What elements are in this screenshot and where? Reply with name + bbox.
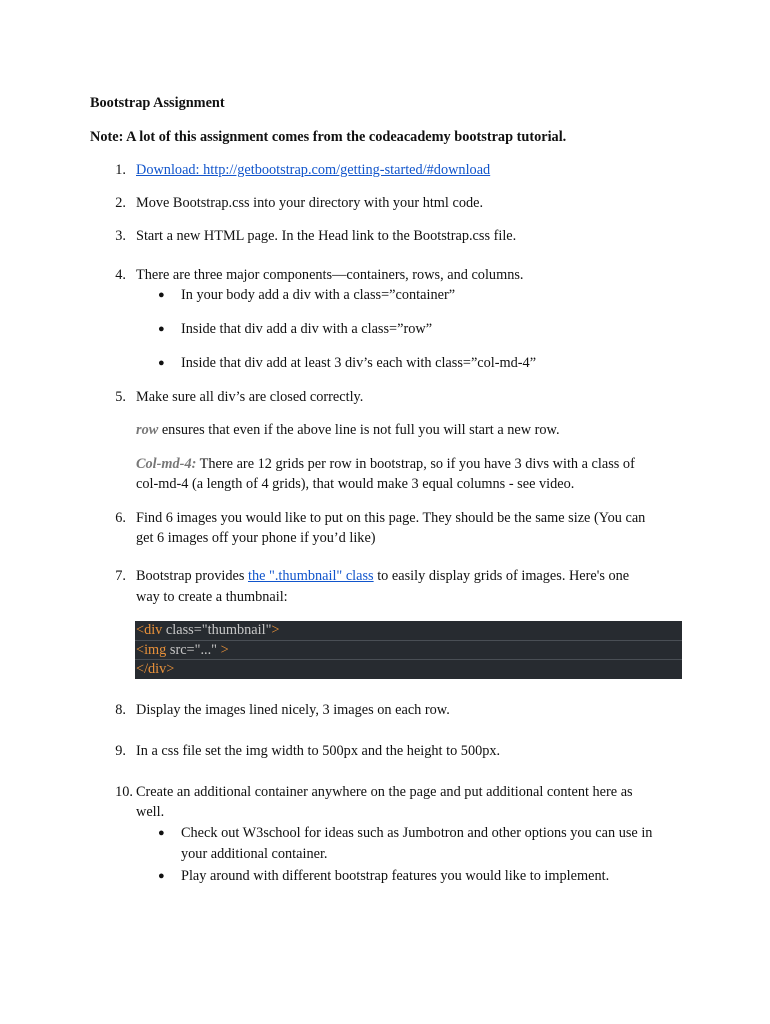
item-text [136,566,629,586]
item-number: 5. [115,389,126,405]
doc-title: Bootstrap Assignment [90,95,225,111]
item-number: 7. [115,568,126,584]
code-tag: <div [136,622,166,638]
code-line-2 [135,641,229,660]
item-text-pre: Bootstrap provides [136,568,248,584]
item-text-line2: way to create a thumbnail: [136,589,288,605]
bullet-icon: ● [158,827,165,839]
col-explanation [136,454,635,474]
col-text: There are 12 grids per row in bootstrap, so if you have 3 divs with a class of [196,456,635,472]
code-tag: > [217,642,229,658]
row-term: row [136,422,159,438]
code-attr: src= [169,642,195,658]
item-text: Move Bootstrap.css into your directory with your html code. [136,195,484,211]
item-number: 3. [115,228,126,244]
code-tag: <img [136,642,170,658]
item-text: Create an additional container anywhere on the page and put additional content here as [136,784,633,800]
bullet-text: Inside that div add a div with a class=”row” [181,321,433,337]
bullet-icon: ● [158,357,165,369]
item-text: Display the images lined nicely, 3 images on each row. [136,702,450,718]
code-string: "thumbnail" [201,622,272,638]
bullet-icon: ● [158,323,165,335]
item-text-line2: get 6 images off your phone if you’d like) [136,530,376,546]
item-number: 4. [115,267,126,283]
bullet-icon: ● [158,870,165,882]
item-number: 8. [115,702,126,718]
doc-note: Note: A lot of this assignment comes from the codeacademy bootstrap tutorial. [90,129,567,145]
code-block [135,621,682,679]
code-line-1 [135,621,280,640]
col-explanation-line2: col-md-4 (a length of 4 grids), that would make 3 equal columns - see video. [136,476,575,492]
code-tag: </div> [136,661,175,677]
item-text: In a css file set the img width to 500px and the height to 500px. [136,743,501,759]
code-attr: class= [165,622,202,638]
row-explanation [136,420,560,440]
item-text: There are three major components—containers, rows, and columns. [136,267,524,283]
bullet-text: In your body add a div with a class=”container” [181,287,456,303]
code-string: "..." [194,642,218,658]
item-number: 10. [115,784,133,800]
code-line-3 [135,660,174,679]
row-text: ensures that even if the above line is not full you will start a new row. [158,422,560,438]
item-number: 2. [115,195,126,211]
code-tag: > [271,622,280,638]
bullet-text: Inside that div add at least 3 div’s each with class=”col-md-4” [181,355,537,371]
item-text: Start a new HTML page. In the Head link to the Bootstrap.css file. [136,228,517,244]
item-number: 1. [115,162,126,178]
col-term: Col-md-4: [136,456,197,472]
download-link[interactable]: Download: http://getbootstrap.com/getting-started/#download [136,162,491,178]
code-divider [135,659,682,660]
bullet-icon: ● [158,289,165,301]
thumbnail-class-link[interactable]: the ".thumbnail" class [247,568,374,584]
item-number: 6. [115,510,126,526]
item-text-post: to easily display grids of images. Here's one [373,568,630,584]
bullet-text: Play around with different bootstrap features you would like to implement. [181,868,610,884]
bullet-text: Check out W3school for ideas such as Jumbotron and other options you can use in [181,825,653,841]
bullet-text-line2: your additional container. [181,846,328,862]
item-text: Find 6 images you would like to put on this page. They should be the same size (You can [136,510,646,526]
item-text: Make sure all div’s are closed correctly. [136,389,364,405]
item-text-line2: well. [136,804,165,820]
item-number: 9. [115,743,126,759]
